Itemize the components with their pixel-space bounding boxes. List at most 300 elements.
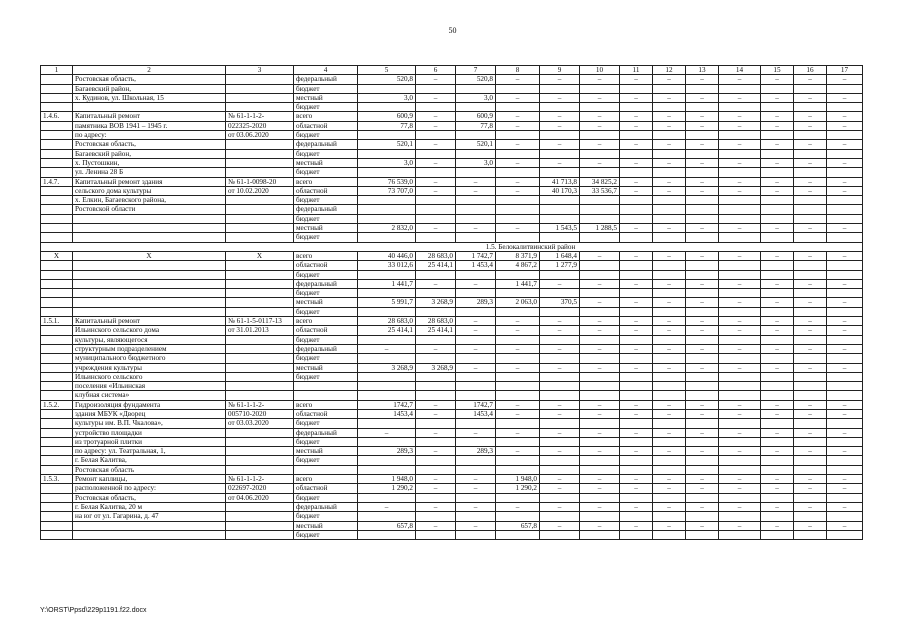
table-row <box>41 158 863 167</box>
table-cell: – <box>761 177 794 186</box>
table-cell <box>226 382 294 391</box>
table-row <box>41 419 863 428</box>
table-cell <box>358 214 416 223</box>
table-cell: – <box>456 475 496 484</box>
table-cell <box>580 372 620 381</box>
table-cell: бюджет <box>294 493 358 502</box>
table-cell <box>653 530 686 539</box>
table-cell <box>416 372 456 381</box>
table-cell <box>73 261 226 270</box>
table-cell: – <box>686 502 719 511</box>
table-cell: – <box>761 75 794 84</box>
table-cell: федеральный <box>294 428 358 437</box>
table-cell: Х <box>41 251 73 260</box>
table-cell: – <box>620 326 653 335</box>
table-cell <box>653 372 686 381</box>
table-cell: г. Белая Калитва, 20 м <box>73 502 226 511</box>
table-cell <box>620 391 653 400</box>
table-cell: – <box>496 317 540 326</box>
table-cell: – <box>827 279 863 288</box>
table-cell: – <box>761 475 794 484</box>
table-cell <box>580 289 620 298</box>
table-cell: – <box>794 428 827 437</box>
table-cell: – <box>416 140 456 149</box>
table-cell <box>620 261 653 270</box>
table-cell <box>686 84 719 93</box>
table-cell <box>719 196 761 205</box>
table-row <box>41 177 863 186</box>
table-cell: – <box>686 251 719 260</box>
table-cell: – <box>686 298 719 307</box>
table-cell: – <box>719 75 761 84</box>
table-cell: – <box>580 279 620 288</box>
table-cell <box>653 168 686 177</box>
table-cell <box>827 456 863 465</box>
table-cell: – <box>653 75 686 84</box>
table-cell <box>761 131 794 140</box>
table-cell: – <box>761 484 794 493</box>
table-cell <box>719 103 761 112</box>
table-cell: Капитальный ремонт <box>73 317 226 326</box>
table-cell <box>827 493 863 502</box>
table-cell: – <box>456 279 496 288</box>
table-cell <box>580 84 620 93</box>
table-cell <box>540 270 580 279</box>
table-cell: – <box>496 409 540 418</box>
table-cell: – <box>653 475 686 484</box>
table-cell: – <box>719 317 761 326</box>
table-cell: – <box>620 279 653 288</box>
table-cell: 1 543,5 <box>540 224 580 233</box>
table-cell <box>496 214 540 223</box>
table-cell <box>226 391 294 400</box>
table-cell: бюджет <box>294 270 358 279</box>
table-cell: 520,8 <box>358 75 416 84</box>
table-row <box>41 354 863 363</box>
table-cell <box>41 214 73 223</box>
table-cell: – <box>496 140 540 149</box>
table-cell: – <box>827 93 863 102</box>
table-cell <box>496 354 540 363</box>
table-cell <box>358 512 416 521</box>
table-cell: – <box>761 112 794 121</box>
table-cell <box>456 307 496 316</box>
table-cell: – <box>719 121 761 130</box>
table-cell: всего <box>294 400 358 409</box>
table-cell: 1 948,0 <box>496 475 540 484</box>
table-cell: № 61-1-5-0117-13 <box>226 317 294 326</box>
table-cell <box>294 465 358 474</box>
table-cell: бюджет <box>294 214 358 223</box>
table-cell: – <box>686 224 719 233</box>
table-cell <box>761 382 794 391</box>
table-cell: – <box>653 447 686 456</box>
table-cell <box>456 391 496 400</box>
table-cell: – <box>827 251 863 260</box>
table-cell <box>456 354 496 363</box>
table-cell <box>73 224 226 233</box>
table-cell: 3,0 <box>456 93 496 102</box>
table-cell: – <box>358 428 416 437</box>
table-cell: – <box>358 344 416 353</box>
table-cell: – <box>416 447 456 456</box>
table-cell: 022697-2020 <box>226 484 294 493</box>
table-cell: – <box>580 251 620 260</box>
table-cell <box>686 307 719 316</box>
table-cell <box>653 512 686 521</box>
table-cell: 76 539,0 <box>358 177 416 186</box>
column-header: 15 <box>761 66 794 75</box>
table-row <box>41 530 863 539</box>
table-cell <box>827 261 863 270</box>
table-cell <box>620 493 653 502</box>
table-cell: г. Белая Калитва, <box>73 456 226 465</box>
table-cell <box>226 149 294 158</box>
table-cell: бюджет <box>294 354 358 363</box>
table-cell <box>620 307 653 316</box>
table-cell <box>686 456 719 465</box>
table-cell <box>226 307 294 316</box>
table-cell: – <box>686 344 719 353</box>
table-cell <box>456 270 496 279</box>
table-cell: № 61-1-0098-20 <box>226 177 294 186</box>
table-cell: – <box>416 224 456 233</box>
table-cell: сельского дома культуры <box>73 186 226 195</box>
table-row <box>41 103 863 112</box>
table-cell <box>761 354 794 363</box>
table-cell <box>719 512 761 521</box>
table-cell <box>456 456 496 465</box>
table-cell <box>416 335 456 344</box>
table-cell <box>416 391 456 400</box>
table-cell: всего <box>294 251 358 260</box>
table-cell: Х <box>226 251 294 260</box>
table-cell: 005710-2020 <box>226 409 294 418</box>
table-cell <box>496 168 540 177</box>
table-cell <box>540 391 580 400</box>
table-cell <box>580 205 620 214</box>
table-cell: х. Пустошкин, <box>73 158 226 167</box>
table-cell: – <box>827 177 863 186</box>
table-cell <box>719 307 761 316</box>
table-cell: 1 277,9 <box>540 261 580 270</box>
table-cell <box>620 103 653 112</box>
table-cell <box>686 214 719 223</box>
table-row <box>41 335 863 344</box>
table-row <box>41 214 863 223</box>
table-cell: 28 683,0 <box>358 317 416 326</box>
table-cell <box>496 382 540 391</box>
table-cell <box>41 84 73 93</box>
table-cell <box>686 391 719 400</box>
table-cell <box>496 131 540 140</box>
table-cell: – <box>719 251 761 260</box>
table-cell <box>719 205 761 214</box>
table-cell <box>496 512 540 521</box>
table-cell <box>416 289 456 298</box>
table-cell: – <box>761 251 794 260</box>
table-cell: 33 012,6 <box>358 261 416 270</box>
column-header: 2 <box>73 66 226 75</box>
table-cell: – <box>620 475 653 484</box>
table-cell: – <box>794 93 827 102</box>
table-cell <box>540 456 580 465</box>
table-cell <box>456 233 496 242</box>
table-cell <box>827 131 863 140</box>
table-cell: – <box>686 475 719 484</box>
table-cell: № 61-1-1-2- <box>226 112 294 121</box>
table-cell: областной <box>294 409 358 418</box>
table-row <box>41 279 863 288</box>
table-cell: 1 441,7 <box>496 279 540 288</box>
table-cell: – <box>580 475 620 484</box>
table-cell <box>761 149 794 158</box>
table-cell <box>761 437 794 446</box>
table-cell <box>496 465 540 474</box>
table-cell: – <box>456 344 496 353</box>
table-cell: поселения «Ильинская <box>73 382 226 391</box>
column-header: 4 <box>294 66 358 75</box>
table-cell: – <box>620 409 653 418</box>
file-path-footer: Y:\ORST\Ppsd\229p1191.f22.docx <box>40 607 147 614</box>
table-cell: бюджет <box>294 168 358 177</box>
table-cell <box>794 354 827 363</box>
table-cell <box>827 168 863 177</box>
table-row <box>41 465 863 474</box>
table-cell: бюджет <box>294 196 358 205</box>
table-cell <box>41 391 73 400</box>
table-cell: – <box>416 121 456 130</box>
table-row <box>41 233 863 242</box>
table-cell <box>827 103 863 112</box>
table-cell: – <box>827 158 863 167</box>
table-cell <box>226 530 294 539</box>
table-cell: 600,9 <box>358 112 416 121</box>
table-cell: – <box>496 112 540 121</box>
table-row <box>41 456 863 465</box>
table-cell <box>226 261 294 270</box>
table-cell: – <box>794 279 827 288</box>
table-row <box>41 363 863 372</box>
table-cell: 77,8 <box>358 121 416 130</box>
table-cell: – <box>686 186 719 195</box>
table-cell <box>416 103 456 112</box>
table-cell: 3 268,9 <box>416 363 456 372</box>
table-cell: Ростовской области <box>73 205 226 214</box>
table-cell <box>827 437 863 446</box>
table-cell <box>761 196 794 205</box>
table-cell: бюджет <box>294 289 358 298</box>
table-cell: муниципального бюджетного <box>73 354 226 363</box>
table-cell <box>686 382 719 391</box>
table-cell <box>794 214 827 223</box>
table-cell <box>358 335 416 344</box>
table-cell: памятника ВОВ 1941 – 1945 г. <box>73 121 226 130</box>
table-cell <box>686 335 719 344</box>
table-cell <box>226 289 294 298</box>
table-cell: – <box>653 484 686 493</box>
table-cell: федеральный <box>294 205 358 214</box>
table-row <box>41 344 863 353</box>
table-cell: – <box>827 409 863 418</box>
table-cell: 657,8 <box>358 521 416 530</box>
table-cell <box>653 307 686 316</box>
table-cell <box>540 214 580 223</box>
table-cell: х. Кудинов, ул. Школьная, 15 <box>73 93 226 102</box>
table-cell: 77,8 <box>456 121 496 130</box>
table-cell <box>226 196 294 205</box>
table-cell: 1 453,4 <box>456 261 496 270</box>
table-cell: – <box>416 112 456 121</box>
table-cell <box>794 270 827 279</box>
table-cell: – <box>686 75 719 84</box>
table-cell <box>686 261 719 270</box>
table-cell <box>41 502 73 511</box>
table-cell: – <box>794 298 827 307</box>
table-cell: – <box>620 224 653 233</box>
table-row <box>41 475 863 484</box>
table-cell <box>580 465 620 474</box>
table-cell <box>580 512 620 521</box>
table-cell: местный <box>294 447 358 456</box>
table-cell: структурным подразделением <box>73 344 226 353</box>
table-cell <box>73 103 226 112</box>
table-cell: 1453,4 <box>358 409 416 418</box>
table-cell <box>73 279 226 288</box>
table-cell <box>416 456 456 465</box>
table-cell: – <box>496 186 540 195</box>
table-cell <box>719 131 761 140</box>
table-cell: 520,1 <box>456 140 496 149</box>
table-cell <box>226 437 294 446</box>
table-cell <box>358 168 416 177</box>
table-cell <box>456 465 496 474</box>
table-cell: от 04.06.2020 <box>226 493 294 502</box>
table-cell <box>496 335 540 344</box>
table-cell <box>226 456 294 465</box>
table-cell: 33 536,7 <box>580 186 620 195</box>
table-cell <box>41 372 73 381</box>
table-cell <box>41 493 73 502</box>
table-cell <box>41 279 73 288</box>
table-cell <box>620 335 653 344</box>
table-cell <box>794 103 827 112</box>
table-cell <box>41 512 73 521</box>
table-cell: Капитальный ремонт <box>73 112 226 121</box>
table-cell <box>794 512 827 521</box>
table-row <box>41 391 863 400</box>
table-row <box>41 149 863 158</box>
table-cell <box>226 93 294 102</box>
table-cell <box>41 409 73 418</box>
table-cell <box>496 233 540 242</box>
table-cell <box>226 168 294 177</box>
table-cell <box>540 205 580 214</box>
table-cell <box>496 270 540 279</box>
table-cell: – <box>761 317 794 326</box>
table-cell: федеральный <box>294 502 358 511</box>
table-row <box>41 270 863 279</box>
table-cell: – <box>540 75 580 84</box>
table-cell <box>653 131 686 140</box>
table-cell: 28 683,0 <box>416 251 456 260</box>
table-cell <box>416 307 456 316</box>
table-cell: от 31.01.2013 <box>226 326 294 335</box>
table-cell <box>226 233 294 242</box>
table-cell: 3 268,9 <box>358 363 416 372</box>
table-cell: Ростовская область <box>73 465 226 474</box>
table-cell <box>719 168 761 177</box>
table-cell <box>620 84 653 93</box>
table-cell: – <box>686 400 719 409</box>
table-cell <box>653 419 686 428</box>
table-cell <box>41 307 73 316</box>
table-cell <box>794 465 827 474</box>
table-cell: х. Елкин, Багаевского района, <box>73 196 226 205</box>
table-cell: – <box>580 112 620 121</box>
table-cell: Ростовская область, <box>73 140 226 149</box>
table-cell <box>456 103 496 112</box>
table-cell: – <box>620 484 653 493</box>
column-header: 17 <box>827 66 863 75</box>
table-cell <box>686 512 719 521</box>
table-cell <box>226 158 294 167</box>
table-cell: – <box>456 428 496 437</box>
table-cell <box>358 437 416 446</box>
table-cell: – <box>827 75 863 84</box>
table-cell <box>761 512 794 521</box>
table-cell <box>719 214 761 223</box>
table-cell: 25 414,1 <box>416 261 456 270</box>
table-cell <box>41 428 73 437</box>
table-cell: бюджет <box>294 456 358 465</box>
table-cell: – <box>794 75 827 84</box>
table-cell <box>456 493 496 502</box>
table-cell <box>686 354 719 363</box>
table-cell: – <box>580 344 620 353</box>
table-cell <box>41 103 73 112</box>
table-cell <box>794 382 827 391</box>
table-cell: – <box>496 400 540 409</box>
table-cell: – <box>580 93 620 102</box>
table-cell: – <box>540 158 580 167</box>
table-cell <box>416 196 456 205</box>
table-cell: – <box>496 428 540 437</box>
table-cell: – <box>719 326 761 335</box>
table-cell <box>761 465 794 474</box>
table-cell <box>580 261 620 270</box>
table-cell: – <box>794 363 827 372</box>
table-cell: – <box>719 475 761 484</box>
table-cell <box>719 372 761 381</box>
table-cell <box>794 437 827 446</box>
table-cell <box>456 168 496 177</box>
table-cell <box>719 289 761 298</box>
table-cell: 1 648,4 <box>540 251 580 260</box>
column-header: 11 <box>620 66 653 75</box>
table-cell: – <box>496 447 540 456</box>
table-cell <box>794 456 827 465</box>
table-cell: – <box>540 112 580 121</box>
table-row <box>41 317 863 326</box>
table-row <box>41 168 863 177</box>
table-cell <box>41 93 73 102</box>
table-cell: местный <box>294 224 358 233</box>
table-cell: – <box>496 75 540 84</box>
table-cell: Гидроизоляция фундамента <box>73 400 226 409</box>
table-cell: – <box>686 177 719 186</box>
table-row <box>41 251 863 260</box>
